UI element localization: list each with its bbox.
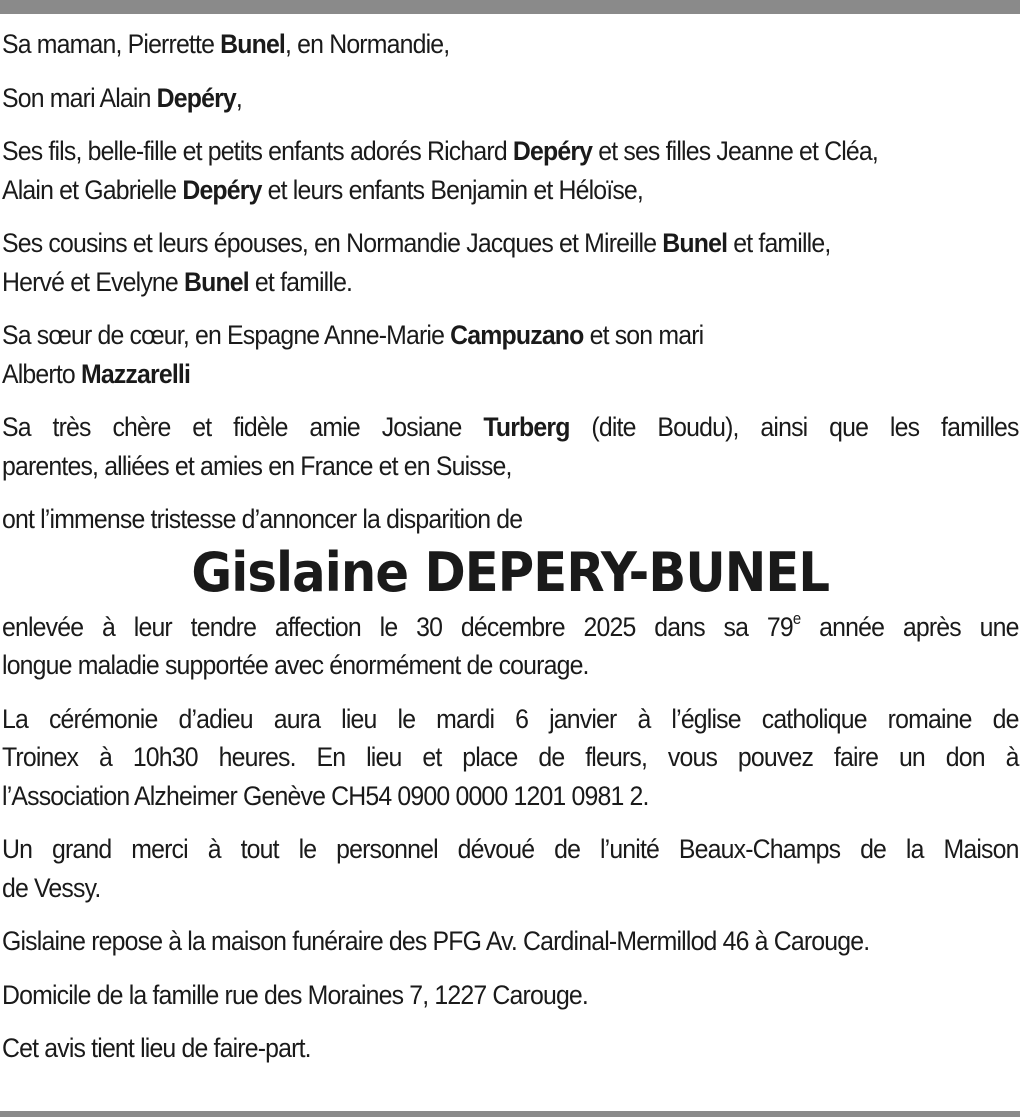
text-run: et son mari <box>583 320 704 350</box>
text-line <box>2 224 1019 263</box>
text-run: Alberto <box>2 358 81 389</box>
text-line <box>2 316 1019 355</box>
text-run: année après une <box>800 611 1019 642</box>
text-line: l’Association Alzheimer Genève CH54 0900 0000 1201 0981 2. <box>2 780 649 811</box>
text-run: et famille, <box>727 228 831 258</box>
text-line: Domicile de la famille rue des Moraines 7, 1227 Carouge. <box>2 979 589 1010</box>
paragraph-husband <box>2 79 1019 118</box>
text-run: , en Normandie, <box>285 29 450 59</box>
text-line: longue maladie supportée avec énormément de courage. <box>2 650 589 680</box>
text-run: et leurs enfants Benjamin et Héloïse, <box>261 174 643 205</box>
text-line: Gislaine repose à la maison funéraire des PFG Av. Cardinal-Mermillod 46 à Carouge. <box>2 926 870 956</box>
paragraph-announcement <box>2 500 1019 539</box>
text-line <box>2 25 1019 64</box>
text-line <box>2 608 1019 647</box>
surname: Depéry <box>512 136 593 166</box>
surname: Bunel <box>662 228 728 258</box>
paragraph-mother <box>2 25 1019 64</box>
paragraph-ceremony <box>2 700 1019 816</box>
obituary-notice <box>2 25 1019 1083</box>
text-run: Alain et Gabrielle <box>2 174 183 205</box>
paragraph-death-details <box>2 608 1019 685</box>
text-line <box>2 355 1019 394</box>
text-line <box>2 132 1019 171</box>
text-run: Sa maman, Pierrette <box>2 29 221 59</box>
text-run: et famille. <box>248 266 353 297</box>
paragraph-repose <box>2 922 1019 961</box>
text-line: de Vessy. <box>2 872 101 903</box>
text-run: Sa sœur de cœur, en Espagne Anne-Marie <box>2 320 451 350</box>
text-line <box>2 79 1019 118</box>
paragraph-closing <box>2 1029 1019 1068</box>
text-run: , <box>235 82 242 113</box>
paragraph-cousins <box>2 224 1019 301</box>
text-run: Ses cousins et leurs épouses, en Normandie Jacques et Mireille <box>2 228 663 258</box>
text-run: Ses fils, belle-fille et petits enfants adorés Richard <box>2 136 513 166</box>
text-run: et ses filles Jeanne et Cléa, <box>592 136 878 166</box>
text-run: Son mari Alain <box>2 82 157 113</box>
text-line <box>2 171 1019 210</box>
superscript: e <box>792 609 801 628</box>
surname: Mazzarelli <box>80 358 191 389</box>
surname: Bunel <box>183 266 249 297</box>
text-line: ont l’immense tristesse d’annoncer la disparition de <box>2 504 523 534</box>
text-line <box>2 263 1019 302</box>
surname: Turberg <box>483 412 570 442</box>
top-rule <box>0 0 1020 14</box>
text-line: Troinex à 10h30 heures. En lieu et place de fleurs, vous pouvez faire un don à <box>2 742 1019 772</box>
surname: Depéry <box>182 174 262 205</box>
text-line <box>2 408 1019 447</box>
paragraph-friend <box>2 408 1019 485</box>
text-line: Un grand merci à tout le personnel dévoué de l’unité Beaux-Champs de la Maison <box>2 834 1019 864</box>
text-run: Hervé et Evelyne <box>2 266 184 297</box>
paragraph-sons <box>2 132 1019 209</box>
bottom-rule <box>0 1111 1020 1117</box>
text-run: (dite Boudu), ainsi que les familles <box>569 412 1019 442</box>
text-line: Cet avis tient lieu de faire-part. <box>2 1033 311 1063</box>
surname: Bunel <box>220 29 286 59</box>
deceased-name-heading: Gislaine DEPERY-BUNEL <box>191 540 830 604</box>
text-line: La cérémonie d’adieu aura lieu le mardi 6 janvier à l’église catholique romaine de <box>2 703 1019 734</box>
surname: Campuzano <box>450 320 584 350</box>
paragraph-sister-of-heart <box>2 316 1019 393</box>
text-run: Sa très chère et fidèle amie Josiane <box>2 412 484 442</box>
text-line: parentes, alliées et amies en France et en Suisse, <box>2 450 512 481</box>
paragraph-thanks <box>2 830 1019 907</box>
paragraph-address <box>2 976 1019 1015</box>
surname: Depéry <box>156 82 236 113</box>
text-run: enlevée à leur tendre affection le 30 décembre 2025 dans sa 79 <box>2 611 793 642</box>
